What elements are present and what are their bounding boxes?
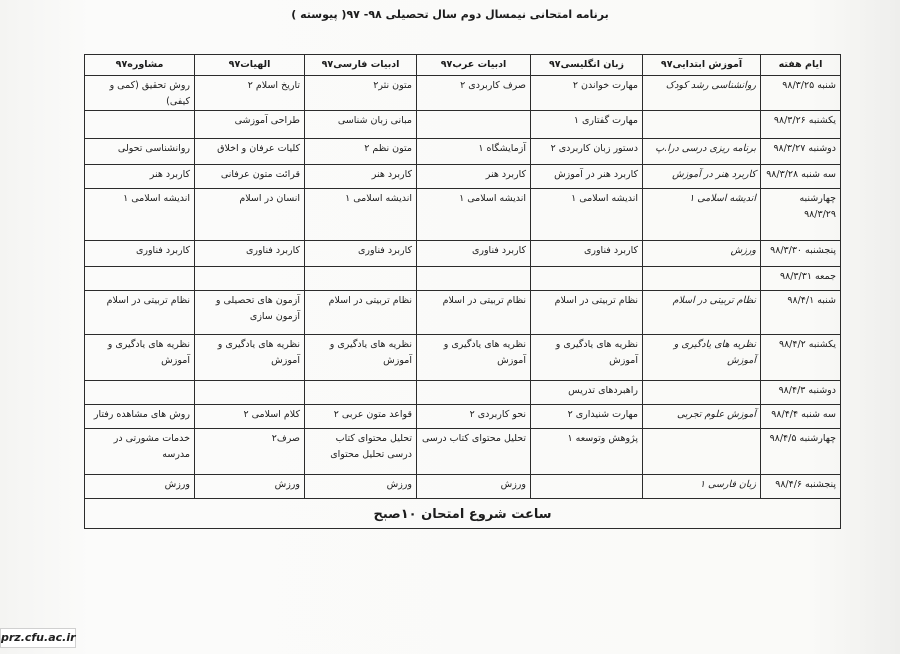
course-cell: روانشناسی تحولی [85,139,195,165]
course-cell [531,267,643,291]
course-cell: روانشناسی رشد کودک [643,76,761,111]
day-cell: پنجشنبه ۹۸/۳/۳۰ [761,241,841,267]
course-cell: زبان فارسی ۱ [643,475,761,499]
course-cell: انسان در اسلام [195,189,305,241]
day-cell: جمعه ۹۸/۳/۳۱ [761,267,841,291]
course-cell: صرف کاربردی ۲ [417,76,531,111]
course-cell: آزمون های تحصیلی و آزمون سازی [195,291,305,335]
column-header: مشاوره۹۷ [85,55,195,76]
course-cell [305,381,417,405]
course-cell: ورزش [417,475,531,499]
course-cell [85,381,195,405]
course-cell [643,111,761,139]
course-cell: کاربرد هنر در آموزش [643,165,761,189]
table-row [85,429,841,475]
table-row [85,139,841,165]
day-cell: یکشنبه ۹۸/۳/۲۶ [761,111,841,139]
course-cell: کاربرد هنر [305,165,417,189]
table-row [85,381,841,405]
course-cell: طراحی آموزشی [195,111,305,139]
day-cell: پنجشنبه ۹۸/۴/۶ [761,475,841,499]
course-cell: کاربرد فناوری [85,241,195,267]
course-cell: نظام تربیتی در اسلام [85,291,195,335]
course-cell: راهبردهای تدریس [531,381,643,405]
course-cell: کاربرد هنر [85,165,195,189]
table-row [85,267,841,291]
day-cell: شنبه ۹۸/۴/۱ [761,291,841,335]
course-cell: نظریه های یادگیری و آموزش [195,335,305,381]
course-cell: آموزش علوم تجربی [643,405,761,429]
course-cell [417,267,531,291]
course-cell: مهارت خواندن ۲ [531,76,643,111]
table-row [85,241,841,267]
course-cell: پژوهش وتوسعه ۱ [531,429,643,475]
course-cell: ورزش [643,241,761,267]
course-cell [85,267,195,291]
course-cell [305,267,417,291]
header-row [85,55,841,76]
course-cell: کاربرد فناوری [417,241,531,267]
course-cell [417,381,531,405]
course-cell: آزمایشگاه ۱ [417,139,531,165]
course-cell: قرائت متون عرفانی [195,165,305,189]
course-cell: کلام اسلامی ۲ [195,405,305,429]
website-badge: prz.cfu.ac.ir [0,628,76,648]
course-cell: نظریه های یادگیری و آموزش [85,335,195,381]
course-cell: اندیشه اسلامی ۱ [305,189,417,241]
table-row [85,76,841,111]
course-cell: کاربرد فناوری [531,241,643,267]
course-cell: کاربرد فناوری [305,241,417,267]
course-cell: نظام تربیتی در اسلام [305,291,417,335]
course-cell: کاربرد فناوری [195,241,305,267]
course-cell: کاربرد هنر [417,165,531,189]
day-cell: چهارشنبه ۹۸/۳/۲۹ [761,189,841,241]
course-cell: متون نظم ۲ [305,139,417,165]
course-cell: مبانی زبان شناسی [305,111,417,139]
table-row [85,405,841,429]
exam-start-time-note: ساعت شروع امتحان ۱۰صبح [85,499,841,529]
column-header: ادبیات فارسی۹۷ [305,55,417,76]
column-header: زبان انگلیسی۹۷ [531,55,643,76]
day-cell: دوشنبه ۹۸/۳/۲۷ [761,139,841,165]
day-cell: چهارشنبه ۹۸/۴/۵ [761,429,841,475]
course-cell: نحو کاربردی ۲ [417,405,531,429]
course-cell: کلیات عرفان و اخلاق [195,139,305,165]
course-cell: مهارت شنیداری ۲ [531,405,643,429]
course-cell: کاربرد هنر در آموزش [531,165,643,189]
day-cell: دوشنبه ۹۸/۴/۳ [761,381,841,405]
footer-row [85,499,841,529]
course-cell: نظام تربیتی در اسلام [643,291,761,335]
course-cell: تاریخ اسلام ۲ [195,76,305,111]
course-cell: مهارت گفتاری ۱ [531,111,643,139]
course-cell [85,111,195,139]
course-cell [195,381,305,405]
course-cell [643,267,761,291]
exam-schedule-table [84,54,841,529]
course-cell: صرف۲ [195,429,305,475]
table-row [85,335,841,381]
column-header: آموزش ابتدایی۹۷ [643,55,761,76]
column-header: ایام هفته [761,55,841,76]
table-row [85,189,841,241]
course-cell: اندیشه اسلامی ۱ [417,189,531,241]
course-cell: ورزش [195,475,305,499]
day-cell: سه شنبه ۹۸/۳/۲۸ [761,165,841,189]
course-cell: برنامه ریزی درسی درا.پ [643,139,761,165]
table-row [85,291,841,335]
table-row [85,111,841,139]
course-cell: خدمات مشورتی در مدرسه [85,429,195,475]
course-cell: ورزش [85,475,195,499]
table-row [85,165,841,189]
course-cell: تحلیل محتوای کتاب درسی تحلیل محتوای [305,429,417,475]
course-cell: تحلیل محتوای کتاب درسی [417,429,531,475]
course-cell: اندیشه اسلامی ۱ [531,189,643,241]
course-cell: نظریه های یادگیری و آموزش [417,335,531,381]
course-cell: اندیشه اسلامی ۱ [643,189,761,241]
course-cell [531,475,643,499]
course-cell: نظریه های یادگیری و آموزش [643,335,761,381]
course-cell: نظام تربیتی در اسلام [531,291,643,335]
course-cell [417,111,531,139]
day-cell: سه شنبه ۹۸/۴/۴ [761,405,841,429]
course-cell: نظریه های یادگیری و آموزش [531,335,643,381]
course-cell: اندیشه اسلامی ۱ [85,189,195,241]
course-cell: دستور زبان کاربردی ۲ [531,139,643,165]
day-cell: شنبه ۹۸/۳/۲۵ [761,76,841,111]
column-header: ادبیات عرب۹۷ [417,55,531,76]
course-cell: روش تحقیق (کمی و کیفی) [85,76,195,111]
course-cell: نظام تربیتی در اسلام [417,291,531,335]
course-cell [195,267,305,291]
table-row [85,475,841,499]
column-header: الهیات۹۷ [195,55,305,76]
course-cell: روش های مشاهده رفتار [85,405,195,429]
course-cell: ورزش [305,475,417,499]
course-cell: متون نثر۲ [305,76,417,111]
course-cell: قواعد متون عربی ۲ [305,405,417,429]
day-cell: یکشنبه ۹۸/۴/۲ [761,335,841,381]
course-cell [643,429,761,475]
course-cell [643,381,761,405]
course-cell: نظریه های یادگیری و آموزش [305,335,417,381]
page-title: برنامه امتحانی نیمسال دوم سال تحصیلی ۹۸- ۹۷( پیوسته ) [291,8,609,21]
